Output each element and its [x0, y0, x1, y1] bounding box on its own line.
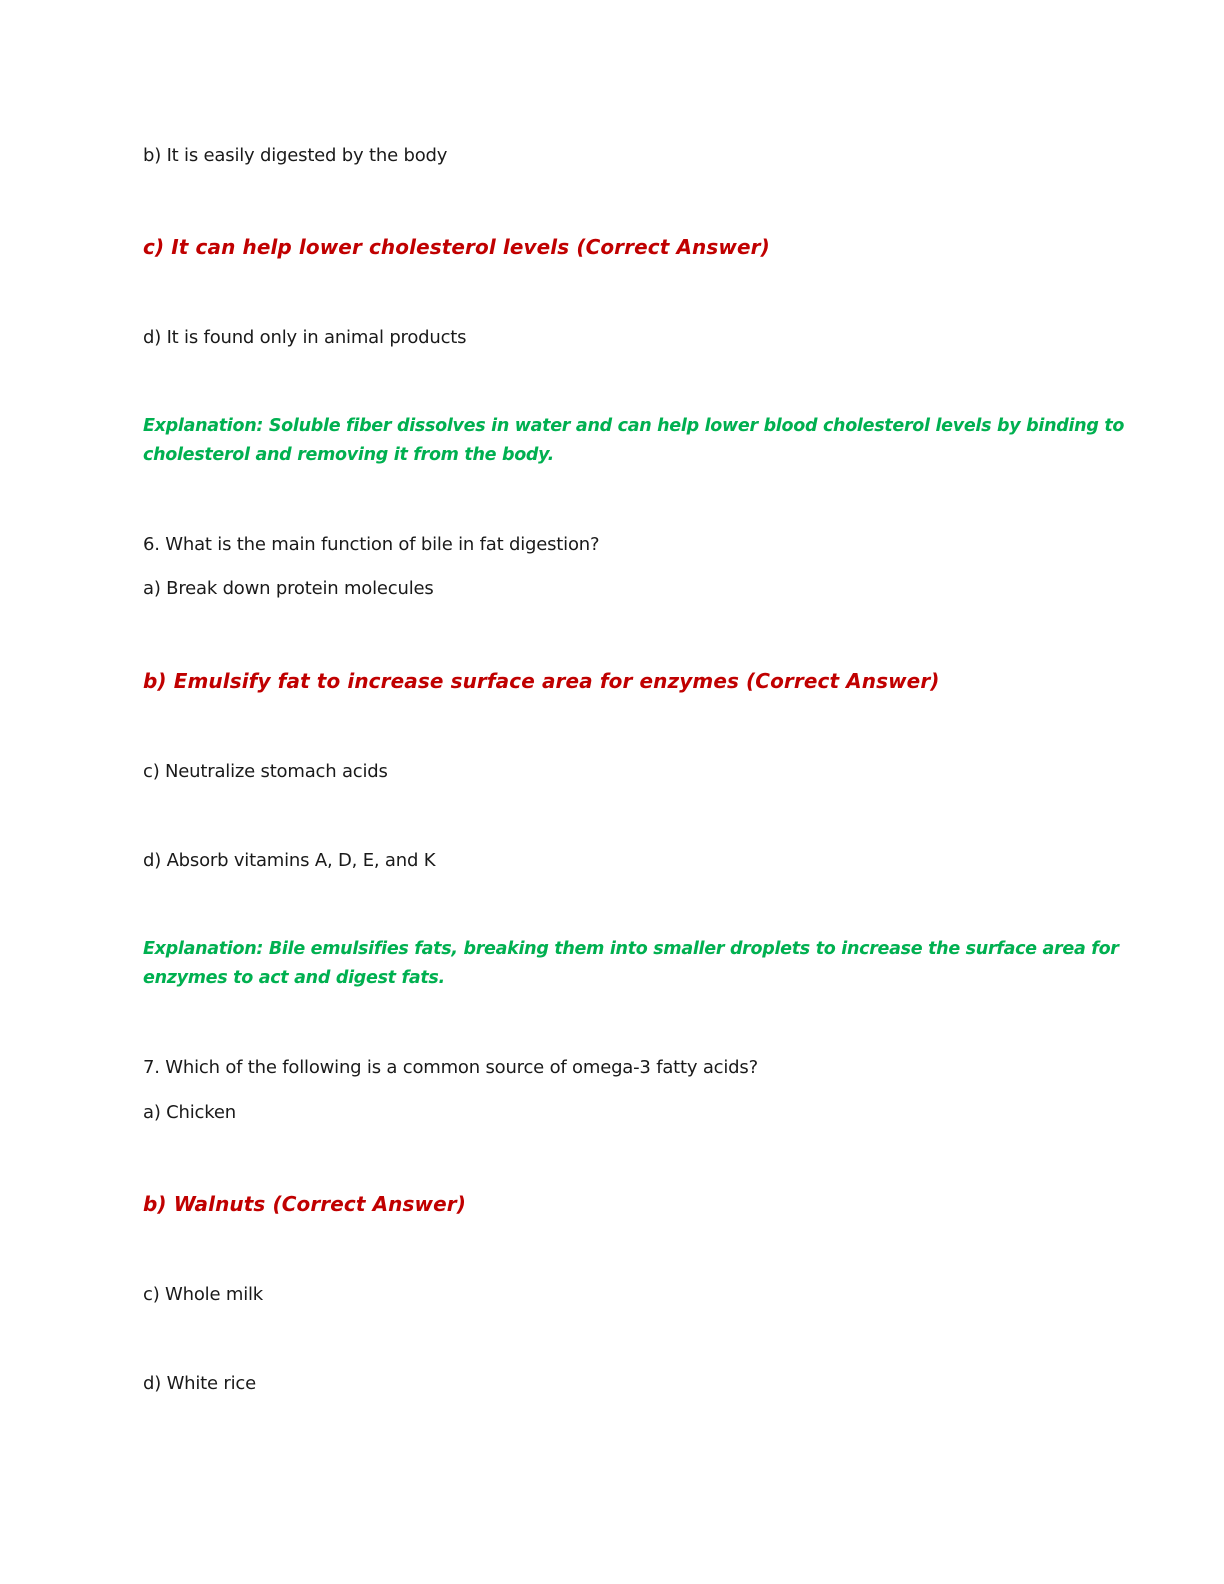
q6-option-c: c) Neutralize stomach acids — [143, 761, 388, 782]
q6-correct-answer: b) Emulsify fat to increase surface area for enzymes (Correct Answer) — [143, 669, 940, 693]
q5-option-b: b) It is easily digested by the body — [143, 145, 448, 166]
q6-explanation-line-1: Explanation: Bile emulsifies fats, breaking them into smaller droplets to increase the surface area for — [143, 939, 1119, 959]
q6-option-a: a) Break down protein molecules — [143, 578, 434, 599]
q7-question: 7. Which of the following is a common source of omega-3 fatty acids? — [143, 1057, 758, 1078]
q5-explanation-line-2: cholesterol and removing it from the body. — [143, 445, 555, 465]
q7-option-d: d) White rice — [143, 1373, 257, 1394]
q7-option-c: c) Whole milk — [143, 1284, 264, 1305]
q6-question: 6. What is the main function of bile in fat digestion? — [143, 534, 600, 555]
q7-option-a: a) Chicken — [143, 1102, 236, 1123]
q5-explanation-line-1: Explanation: Soluble fiber dissolves in water and can help lower blood cholesterol levels by binding to — [143, 416, 1125, 436]
q7-correct-answer: b) Walnuts (Correct Answer) — [143, 1192, 466, 1216]
q6-explanation-line-2: enzymes to act and digest fats. — [143, 968, 445, 988]
q5-correct-answer: c) It can help lower cholesterol levels (Correct Answer) — [143, 235, 770, 259]
q5-option-d: d) It is found only in animal products — [143, 327, 467, 348]
q6-option-d: d) Absorb vitamins A, D, E, and K — [143, 850, 436, 871]
